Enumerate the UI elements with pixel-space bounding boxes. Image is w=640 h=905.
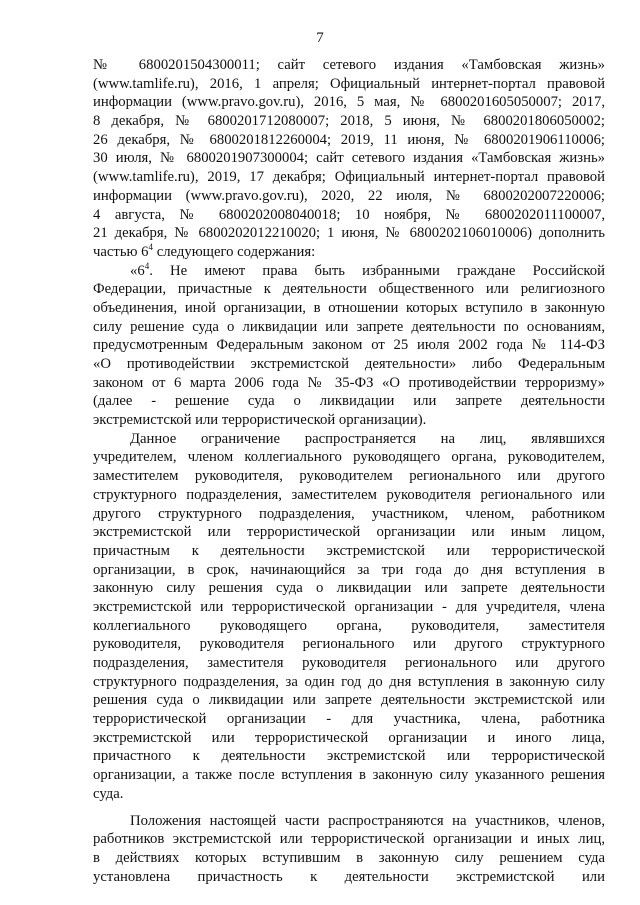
superscript: 4 — [148, 241, 154, 252]
text-line: частью $6^4$ следующего содержания: — [93, 241, 316, 260]
text-line: предусмотренным Федеральным законом от 25 июля 2002 года № 114-ФЗ — [93, 337, 605, 354]
text-line: 8 декабря, № 6800201712080007; 2018, 5 июня, № 6800201806050002; — [93, 113, 605, 130]
text-line: «$6^4$. Не имеют права быть избранными граждане Российской — [130, 261, 605, 279]
text-line: 30 июля, № 6800201907300004; сайт сетевого издания «Тамбовская жизнь» — [93, 150, 605, 167]
text-line: заместителем руководителя, руководителем регионального или другого — [93, 468, 605, 485]
text-line: экстремистской или террористической организации - для учредителя, члена — [93, 598, 605, 615]
text-line: информации (www.pravo.gov.ru), 2016, 5 мая, № 6800201605050007; 2017, — [93, 94, 605, 111]
text-line: «О противодействии экстремистской деятельности» либо Федеральным — [93, 356, 605, 372]
text-line: 26 декабря, № 6800201812260004; 2019, 11 июня, № 6800201906110006; — [93, 131, 605, 148]
text-line: в действиях которых вступившим в законную силу решением суда — [93, 849, 605, 866]
text-line: организации, а также после вступления в законную силу указанного решения — [93, 767, 605, 784]
text-line: работников экстремистской или террористической организации и иных лиц, — [93, 831, 605, 848]
text-line: подразделения, заместителя руководителя регионального или другого — [93, 655, 605, 671]
text-line: экстремистской или террористической организации и иного лица, — [93, 729, 605, 746]
page-number: 7 — [316, 30, 324, 46]
text-line: Положения настоящей части распространяются на участников, членов, — [130, 812, 605, 829]
text-line: структурного подразделения, заместителем руководителя регионального или — [93, 486, 605, 503]
text-line: коллегиального руководящего органа, руководителя, заместителя — [93, 617, 605, 634]
text-line: 4 августа, № 6800202008040018; 10 ноября, № 6800202011100007, — [93, 206, 605, 223]
text-line: Данное ограничение распространяется на лиц, являвшихся — [130, 430, 605, 447]
text-line: экстремистской или террористической организации). — [93, 412, 427, 429]
text-line: причастного к деятельности экстремистской или террористической — [93, 748, 605, 765]
text-line: законную силу решения суда о ликвидации или запрете деятельности — [93, 580, 605, 597]
text-line: 21 декабря, № 6800202012210020; 1 июня, № 6800202106010006) дополнить — [93, 225, 605, 242]
text-line: установлена причастность к деятельности экстремистской или — [93, 868, 605, 885]
text-line: законом от 6 марта 2006 года № 35-ФЗ «О противодействии терроризму» — [93, 374, 605, 391]
text-line: (www.tamlife.ru), 2019, 17 декабря; Официальный интернет-портал правовой — [93, 169, 605, 186]
text-line: (далее - решение суда о ликвидации или запрете деятельности — [93, 393, 605, 410]
text-line: экстремистской или террористической организации или иным лицом, — [93, 524, 605, 541]
text-line: структурного подразделения, за один год до дня вступления в законную силу — [93, 673, 605, 690]
text-line: силу решение суда о ликвидации или запрете деятельности по основаниям, — [93, 318, 605, 335]
text-line: (www.tamlife.ru), 2016, 1 апреля; Официальный интернет-портал правовой — [93, 75, 605, 92]
text-line: учредителем, членом коллегиального руководящего органа, руководителем, — [93, 449, 605, 466]
text-line: № 6800201504300011; сайт сетевого издания «Тамбовская жизнь» — [93, 57, 605, 73]
document-body — [93, 56, 605, 886]
text-line: другого структурного подразделения, участником, членом, работником — [93, 505, 605, 522]
text-line: информации (www.pravo.gov.ru), 2020, 22 июля, № 6800202007220006; — [93, 187, 605, 204]
text-line: решения суда о ликвидации или запрете деятельности экстремистской или — [93, 692, 605, 709]
superscript: 4 — [144, 261, 150, 271]
text-line: террористической организации - для участника, члена, работника — [93, 711, 605, 728]
text-line: причастным к деятельности экстремистской или террористической — [93, 542, 605, 559]
text-line: суда. — [93, 785, 124, 802]
text-line: объединения, иной организации, в отношении которых вступило в законную — [93, 299, 605, 316]
text-line: организации, в срок, начинающийся за три года до дня вступления в — [93, 561, 605, 578]
text-line: Федерации, причастные к деятельности общественного или религиозного — [93, 281, 605, 298]
text-line: руководителя, руководителя регионального или другого структурного — [93, 636, 605, 653]
